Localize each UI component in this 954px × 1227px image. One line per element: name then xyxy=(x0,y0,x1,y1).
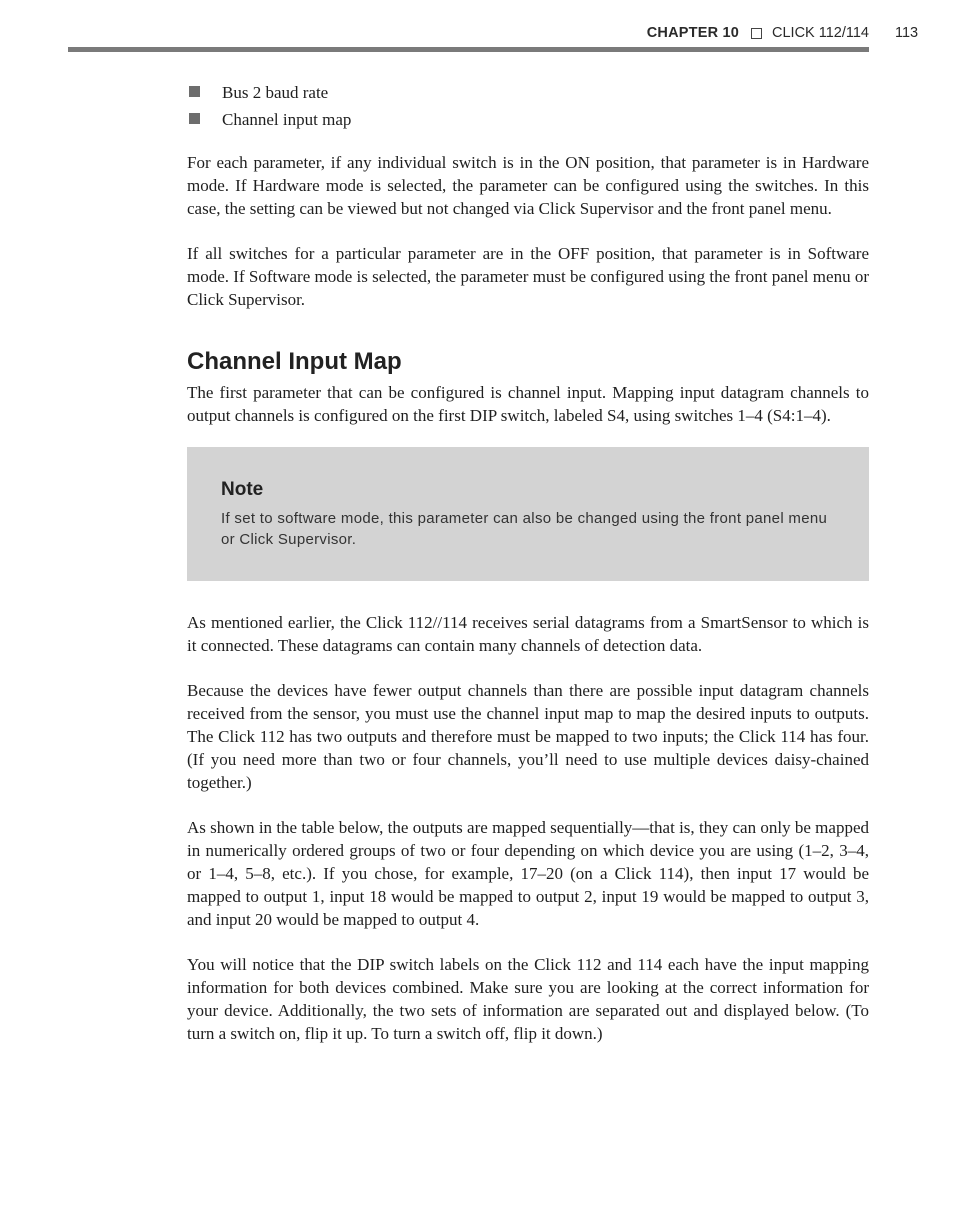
separator-box-icon xyxy=(751,28,762,39)
paragraph-hardware-mode: For each parameter, if any individual switch is in the ON position, that parameter is in Hardware mode. If Hardware mode is selected, the parameter can be configured using the switches. In this case, the setting can be viewed but not changed via Click Supervisor and the front panel menu. xyxy=(187,153,869,218)
paragraph-software-mode: If all switches for a particular parameter are in the OFF position, that parameter is in Software mode. If Software mode is selected, the parameter must be configured using the front panel menu or Click Supervisor. xyxy=(187,244,869,309)
page-body xyxy=(187,79,869,1045)
paragraph-datagrams: As mentioned earlier, the Click 112//114 receives serial datagrams from a SmartSensor to which is it connected. These datagrams can contain many channels of detection data. xyxy=(187,613,869,655)
chapter-label: CHAPTER 10 xyxy=(646,25,739,41)
paragraph-sequential-mapping: As shown in the table below, the outputs are mapped sequentially—that is, they can only be mapped in numerically ordered groups of two or four depending on which device you are using (1–2, 3–4, or 1–4, 5–8, etc.). If you chose, for example, 17–20 (on a Click 114), then input 17 would be mapped to output 1, input 18 would be mapped to output 2, input 19 would be mapped to output 3, and input 20 would be mapped to output 4. xyxy=(187,818,869,929)
bullet-list xyxy=(187,79,869,133)
paragraph-dip-labels: You will notice that the DIP switch labels on the Click 112 and 114 each have the input mapping information for both devices combined. Make sure you are looking at the correct information for your device. Additionally, the two sets of information are separated out and displayed below. (To turn a switch on, flip it up. To turn a switch off, flip it down.) xyxy=(187,955,869,1043)
list-item xyxy=(187,106,869,133)
note-title: Note xyxy=(221,479,264,500)
note-box xyxy=(187,447,869,581)
list-item-text: Bus 2 baud rate xyxy=(222,83,329,102)
chapter-title: CLICK 112/114 xyxy=(772,25,869,41)
paragraph-output-channels: Because the devices have fewer output channels than there are possible input datagram channels received from the sensor, you must use the channel input map to map the desired inputs to outputs. The Click 112 has two outputs and therefore must be mapped to two inputs; the Click 114 has four. (If you need more than two or four channels, you’ll need to use multiple devices daisy-chained together.) xyxy=(187,681,869,792)
list-item xyxy=(187,79,869,106)
section-heading: Channel Input Map xyxy=(187,348,402,375)
running-head xyxy=(647,25,869,41)
square-bullet-icon xyxy=(189,86,200,97)
page-header xyxy=(68,0,869,52)
page-number: 113 xyxy=(895,25,919,41)
list-item-text: Channel input map xyxy=(222,110,352,129)
square-bullet-icon xyxy=(189,113,200,124)
paragraph-channel-input-intro: The first parameter that can be configured is channel input. Mapping input datagram channels to output channels is configured on the first DIP switch, labeled S4, using switches 1–4 (S4:1–4). xyxy=(187,383,869,425)
note-body: If set to software mode, this parameter can also be changed using the front panel menu or Click Supervisor. xyxy=(221,510,828,548)
